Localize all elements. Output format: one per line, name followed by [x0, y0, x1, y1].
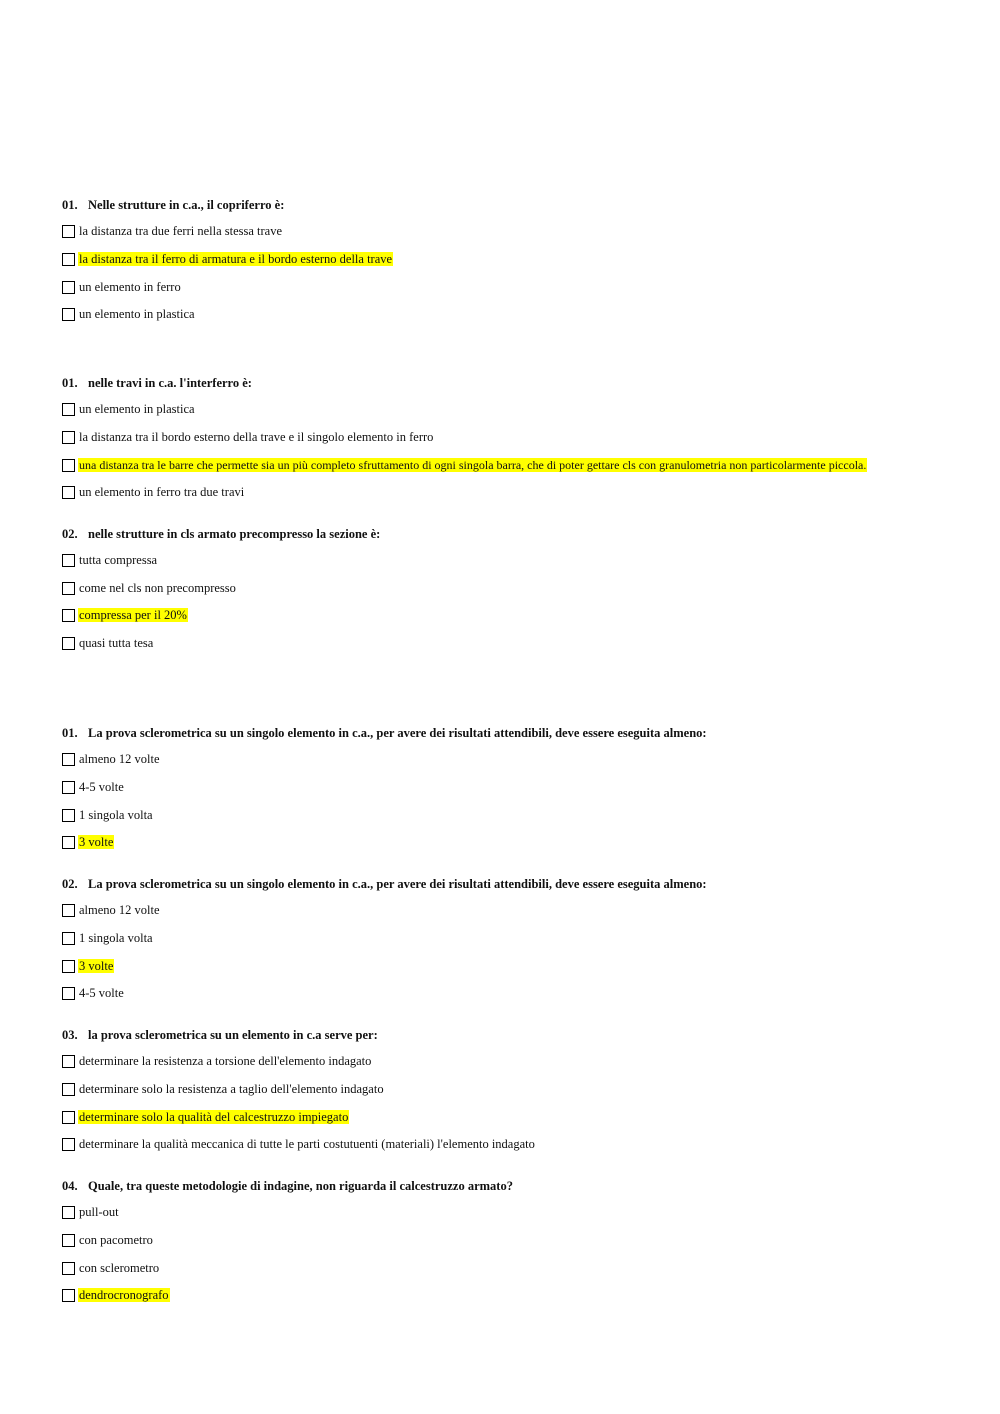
answer-text: almeno 12 volte	[79, 752, 160, 766]
question-number: 01.	[62, 376, 78, 390]
answer-text: una distanza tra le barre che permette sia un più completo sfruttamento di ogni singola barra, che di poter gettare cls con granulometria non particolarmente piccola.	[79, 458, 867, 472]
answer-text: determinare solo la qualità del calcestruzzo impiegato	[79, 1110, 349, 1124]
answer-option[interactable]	[62, 580, 237, 596]
question-text: La prova sclerometrica su un singolo elemento in c.a., per avere dei risultati attendibili, deve essere eseguita almeno:	[88, 877, 707, 891]
answer-option[interactable]	[62, 930, 154, 946]
answer-text: almeno 12 volte	[79, 903, 160, 917]
question-number: 03.	[62, 1028, 78, 1042]
answer-option[interactable]	[62, 251, 393, 267]
question-heading	[62, 375, 962, 391]
checkbox[interactable]	[62, 809, 75, 822]
checkbox[interactable]	[62, 1138, 75, 1151]
answer-text: 1 singola volta	[79, 931, 153, 945]
checkbox[interactable]	[62, 253, 75, 266]
checkbox[interactable]	[62, 904, 75, 917]
question-text: nelle travi in c.a. l'interferro è:	[88, 376, 252, 390]
question-heading	[62, 1178, 962, 1194]
answer-text: con sclerometro	[79, 1261, 160, 1275]
answer-option[interactable]	[62, 902, 161, 918]
checkbox[interactable]	[62, 960, 75, 973]
checkbox[interactable]	[62, 781, 75, 794]
question-text: nelle strutture in cls armato precompresso la sezione è:	[88, 527, 381, 541]
answer-option[interactable]	[62, 429, 434, 445]
answer-text: 4-5 volte	[79, 780, 124, 794]
answer-option[interactable]	[62, 1136, 536, 1152]
answer-option[interactable]	[62, 1053, 372, 1069]
answer-text: come nel cls non precompresso	[79, 581, 236, 595]
answer-text: 1 singola volta	[79, 808, 153, 822]
answer-option[interactable]	[62, 635, 154, 651]
question-number: 02.	[62, 877, 78, 891]
question-number: 01.	[62, 198, 78, 212]
checkbox[interactable]	[62, 753, 75, 766]
question-heading	[62, 725, 962, 741]
question-text: Nelle strutture in c.a., il copriferro è:	[88, 198, 285, 212]
question-heading	[62, 526, 962, 542]
question-number: 01.	[62, 726, 78, 740]
answer-text: un elemento in plastica	[79, 402, 195, 416]
checkbox[interactable]	[62, 582, 75, 595]
answer-text: con pacometro	[79, 1233, 153, 1247]
checkbox[interactable]	[62, 459, 75, 472]
answer-option[interactable]	[62, 552, 158, 568]
answer-text: un elemento in ferro	[79, 280, 181, 294]
answer-option[interactable]	[62, 484, 245, 500]
checkbox[interactable]	[62, 486, 75, 499]
answer-option[interactable]	[62, 1232, 154, 1248]
answer-text: determinare solo la resistenza a taglio dell'elemento indagato	[79, 1082, 384, 1096]
checkbox[interactable]	[62, 554, 75, 567]
answer-option[interactable]	[62, 807, 154, 823]
answer-text: 4-5 volte	[79, 986, 124, 1000]
checkbox[interactable]	[62, 1206, 75, 1219]
answer-option[interactable]	[62, 1109, 349, 1125]
checkbox[interactable]	[62, 836, 75, 849]
answer-text: la distanza tra il ferro di armatura e il bordo esterno della trave	[79, 252, 393, 266]
answer-text: tutta compressa	[79, 553, 158, 567]
checkbox[interactable]	[62, 281, 75, 294]
answer-text: 3 volte	[79, 959, 114, 973]
answer-text: quasi tutta tesa	[79, 636, 154, 650]
answer-text: un elemento in plastica	[79, 307, 195, 321]
answer-text: pull-out	[79, 1205, 119, 1219]
answer-option[interactable]	[62, 1260, 160, 1276]
answer-option[interactable]	[62, 223, 283, 239]
checkbox[interactable]	[62, 308, 75, 321]
answer-option[interactable]	[62, 306, 196, 322]
answer-option[interactable]	[62, 958, 114, 974]
answer-option[interactable]	[62, 751, 161, 767]
checkbox[interactable]	[62, 609, 75, 622]
answer-option[interactable]	[62, 457, 867, 473]
checkbox[interactable]	[62, 403, 75, 416]
answer-text: la distanza tra il bordo esterno della trave e il singolo elemento in ferro	[79, 430, 434, 444]
checkbox[interactable]	[62, 431, 75, 444]
checkbox[interactable]	[62, 932, 75, 945]
answer-text: la distanza tra due ferri nella stessa trave	[79, 224, 283, 238]
answer-option[interactable]	[62, 279, 182, 295]
answer-option[interactable]	[62, 1081, 385, 1097]
question-heading	[62, 1027, 962, 1043]
answer-text: compressa per il 20%	[79, 608, 187, 622]
question-text: Quale, tra queste metodologie di indagine, non riguarda il calcestruzzo armato?	[88, 1179, 513, 1193]
question-number: 02.	[62, 527, 78, 541]
answer-text: dendrocronografo	[79, 1288, 169, 1302]
answer-option[interactable]	[62, 1204, 120, 1220]
question-text: la prova sclerometrica su un elemento in c.a serve per:	[88, 1028, 378, 1042]
question-number: 04.	[62, 1179, 78, 1193]
checkbox[interactable]	[62, 987, 75, 1000]
checkbox[interactable]	[62, 1289, 75, 1302]
answer-option[interactable]	[62, 834, 114, 850]
answer-option[interactable]	[62, 1287, 170, 1303]
checkbox[interactable]	[62, 225, 75, 238]
question-heading	[62, 197, 962, 213]
question-heading	[62, 876, 962, 892]
checkbox[interactable]	[62, 637, 75, 650]
question-text: La prova sclerometrica su un singolo elemento in c.a., per avere dei risultati attendibili, deve essere eseguita almeno:	[88, 726, 707, 740]
answer-text: determinare la qualità meccanica di tutte le parti costutuenti (materiali) l'elemento indagato	[79, 1137, 535, 1151]
answer-option[interactable]	[62, 401, 196, 417]
answer-text: un elemento in ferro tra due travi	[79, 485, 245, 499]
checkbox[interactable]	[62, 1111, 75, 1124]
answer-option[interactable]	[62, 985, 125, 1001]
checkbox[interactable]	[62, 1234, 75, 1247]
checkbox[interactable]	[62, 1262, 75, 1275]
answer-text: determinare la resistenza a torsione dell'elemento indagato	[79, 1054, 372, 1068]
checkbox[interactable]	[62, 1083, 75, 1096]
answer-option[interactable]	[62, 779, 125, 795]
answer-option[interactable]	[62, 607, 188, 623]
answer-text: 3 volte	[79, 835, 114, 849]
checkbox[interactable]	[62, 1055, 75, 1068]
